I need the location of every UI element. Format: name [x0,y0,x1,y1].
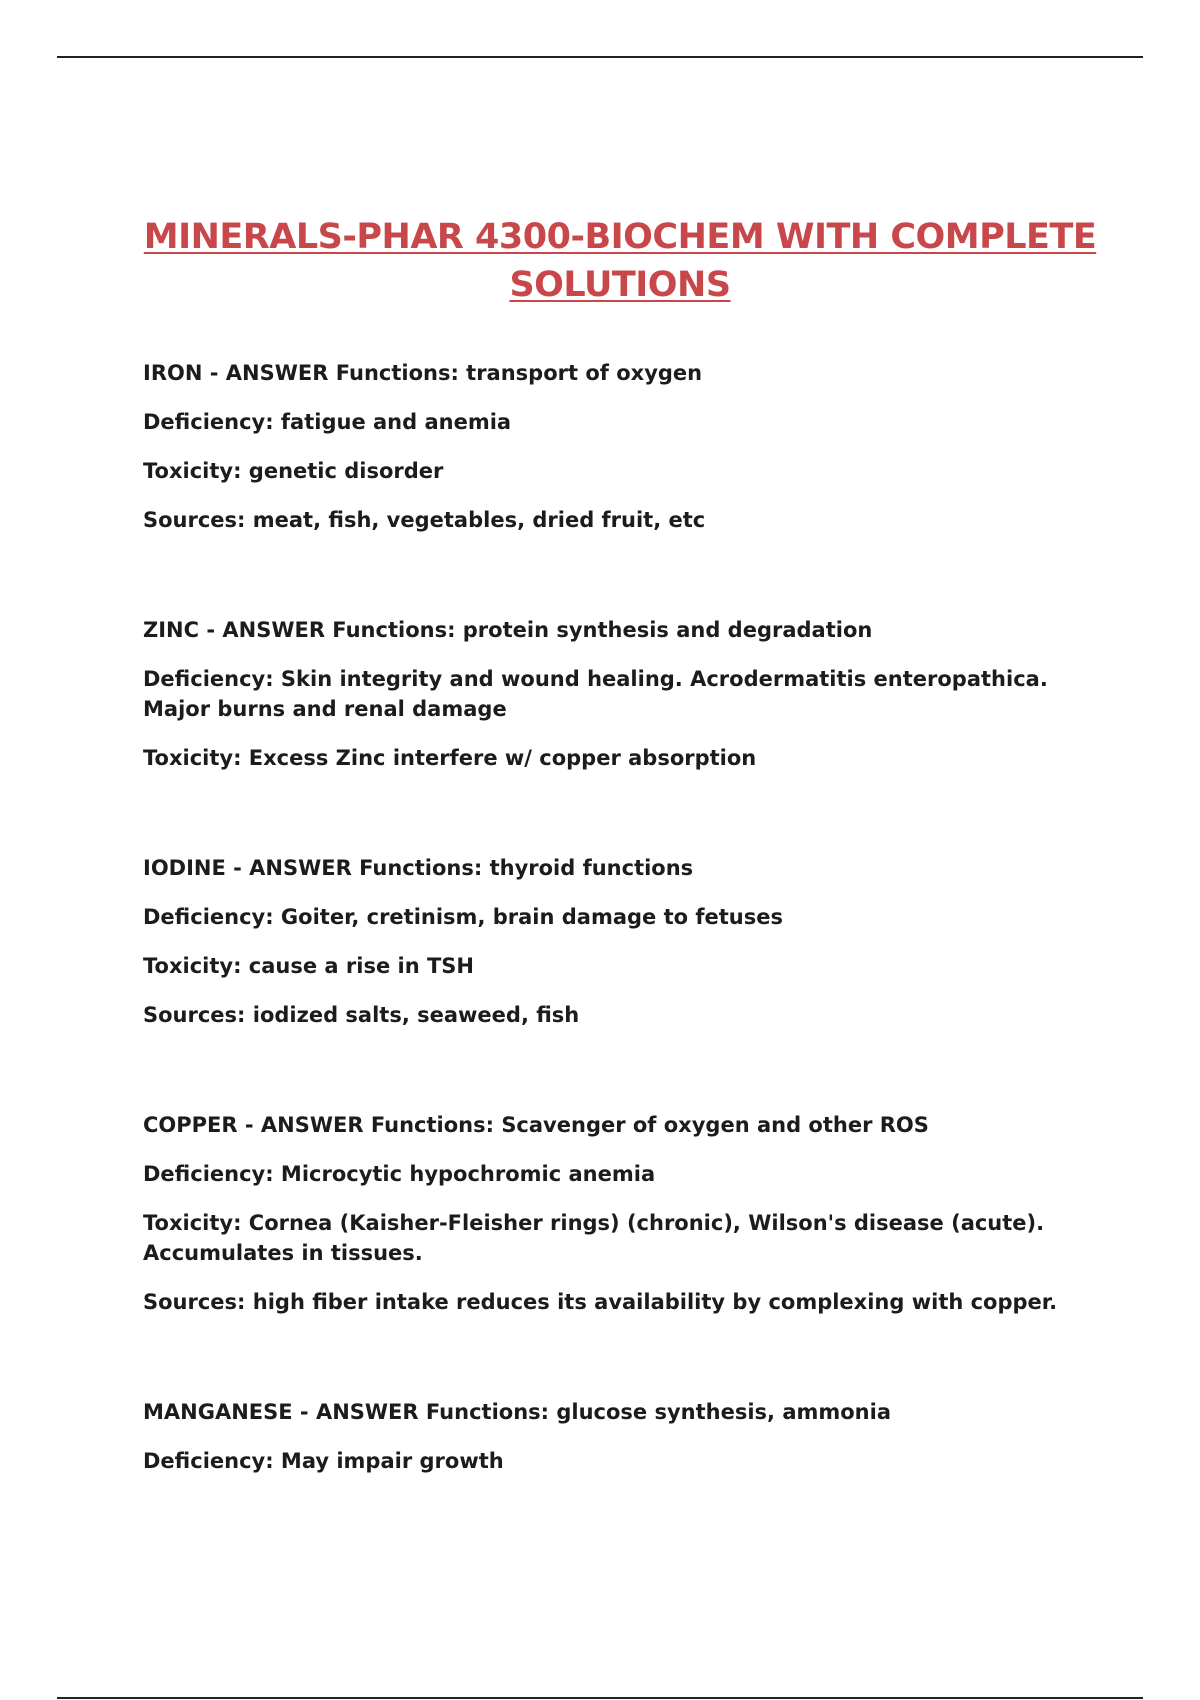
manganese-functions: MANGANESE - ANSWER Functions: glucose synthesis, ammonia [143,1400,892,1424]
section-copper [143,1110,1063,1317]
title-line-2: SOLUTIONS [509,265,731,306]
copper-sources: Sources: high fiber intake reduces its availability by complexing with copper. [143,1290,1058,1314]
iron-deficiency: Deficiency: fatigue and anemia [143,410,512,434]
iodine-toxicity: Toxicity: cause a rise in TSH [143,954,474,978]
section-manganese [143,1397,1063,1476]
copper-functions: COPPER - ANSWER Functions: Scavenger of oxygen and other ROS [143,1113,929,1137]
zinc-toxicity: Toxicity: Excess Zinc interfere w/ copper absorption [143,746,757,770]
iron-sources: Sources: meat, fish, vegetables, dried fruit, etc [143,508,706,532]
zinc-functions: ZINC - ANSWER Functions: protein synthesis and degradation [143,618,873,642]
section-iron [143,358,1063,535]
copper-toxicity: Toxicity: Cornea (Kaisher-Fleisher rings) (chronic), Wilson's disease (acute). Accumulates in tissues. [143,1211,1045,1265]
iodine-functions: IODINE - ANSWER Functions: thyroid functions [143,856,694,880]
iron-toxicity: Toxicity: genetic disorder [143,459,444,483]
section-iodine [143,853,1063,1030]
document-body [143,358,1063,1556]
bottom-rule [57,1697,1143,1699]
iodine-deficiency: Deficiency: Goiter, cretinism, brain damage to fetuses [143,905,783,929]
top-rule [57,56,1143,58]
zinc-deficiency: Deficiency: Skin integrity and wound healing. Acrodermatitis enteropathica. Major burns and renal damage [143,667,1048,721]
manganese-deficiency: Deficiency: May impair growth [143,1449,504,1473]
iodine-sources: Sources: iodized salts, seaweed, fish [143,1003,580,1027]
section-zinc [143,615,1063,773]
title-line-1: MINERALS-PHAR 4300-BIOCHEM WITH COMPLETE [143,217,1097,258]
iron-functions: IRON - ANSWER Functions: transport of oxygen [143,361,703,385]
document-title [100,213,1140,309]
copper-deficiency: Deficiency: Microcytic hypochromic anemia [143,1162,656,1186]
